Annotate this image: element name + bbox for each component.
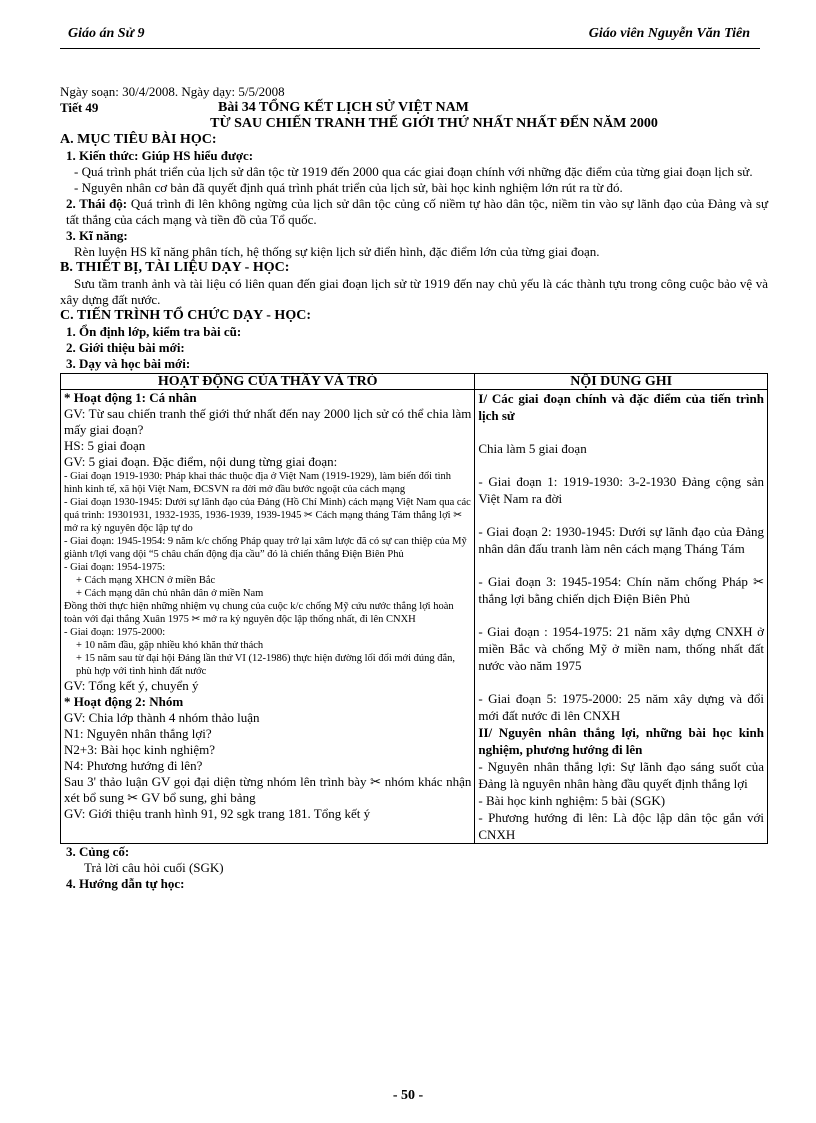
period-5-item-b: + 15 năm sau từ đại hội Đảng lần thứ VI (12-1986) thực hiện đường lối đổi mới đúng đắn, phù hợp với tình hình đất nước — [76, 653, 456, 677]
content-cell — [475, 390, 768, 844]
page-number: - 50 - — [392, 1088, 424, 1103]
content-lessons: - Bài học kinh nghiệm: 5 bài (SGK) — [478, 793, 666, 808]
content-period-4: - Giai đoạn : 1954-1975: 21 năm xây dựng CNXH ở miền Bắc và chống Mỹ ở miền nam, thống nhất đất nước vào năm 1975 — [478, 624, 764, 673]
activity-2-heading: * Hoạt động 2: Nhóm — [64, 694, 184, 709]
attitude-text: Quá trình đi lên không ngừng của lịch sử dân tộc củng cố niềm tự hào dân tộc, niềm tin vào sự lãnh đạo của Đảng và sự tất thắng của cách mạng và tiền đồ của Tổ quốc. — [66, 196, 768, 227]
knowledge-item-2: - Nguyên nhân cơ bản đã quyết định quá trình phát triển của lịch sử, bài học kinh nghiệm lớn rút ra từ đó. — [74, 180, 623, 195]
header-divider — [60, 48, 760, 49]
lesson-subtitle: TỪ SAU CHIẾN TRANH THẾ GIỚI THỨ NHẤT NHẤT ĐẾN NĂM 2000 — [210, 116, 658, 131]
period-4-item-b: + Cách mạng dân chủ nhân dân ở miền Nam — [76, 588, 264, 599]
document-body — [60, 84, 768, 892]
group-2-3-question: N2+3: Bài học kinh nghiệm? — [64, 742, 216, 757]
content-direction: - Phương hướng đi lên: Là độc lập dân tộc gắn với CNXH — [478, 810, 764, 842]
content-cause: - Nguyên nhân thắng lợi: Sự lãnh đạo sáng suốt của Đảng là nguyên nhân hàng đầu quyết định thắng lợi — [478, 759, 764, 791]
header-right: Giáo viên Nguyễn Văn Tiên — [588, 26, 750, 41]
self-study-label: 4. Hướng dẫn tự học: — [66, 876, 185, 891]
discussion-procedure: Sau 3' thảo luận GV gọi đại diện từng nhóm lên trình bày ✂ nhóm khác nhận xét bổ sung ✂ GV bổ sung, ghi bảng — [64, 774, 472, 805]
period-3-detail: - Giai đoạn: 1945-1954: 9 năm k/c chống Pháp quay trở lại xâm lược đã có sự can thiệp của Mỹ giành t/lợi vang dội “5 châu chấn động địa cầu” đó là chiến thắng Điện Biên Phủ — [64, 536, 467, 560]
student-answer-1: HS: 5 giai đoạn — [64, 438, 146, 453]
consolidation-text: Trả lời câu hỏi cuối (SGK) — [84, 860, 224, 875]
group-4-question: N4: Phương hướng đi lên? — [64, 758, 203, 773]
lesson-table — [60, 373, 768, 844]
skills-text: Rèn luyện HS kĩ năng phân tích, hệ thống sự kiện lịch sử điển hình, đặc điểm lớn của từng giai đoạn. — [74, 244, 600, 259]
step-3: 3. Dạy và học bài mới: — [66, 356, 191, 371]
skills-label: 3. Kĩ năng: — [66, 228, 128, 243]
knowledge-item-1: - Quá trình phát triển của lịch sử dân tộc từ 1919 đến 2000 qua các giai đoạn chính với những đặc điểm của từng giai đoạn lịch sử. — [74, 164, 753, 179]
content-heading-2: II/ Nguyên nhân thắng lợi, những bài học kinh nghiệm, phương hướng đi lên — [478, 725, 764, 757]
section-a-heading: A. MỤC TIÊU BÀI HỌC: — [60, 132, 217, 147]
attitude-paragraph — [60, 196, 768, 228]
group-instruction: GV: Chia lớp thành 4 nhóm thảo luận — [64, 710, 260, 725]
content-period-2: - Giai đoạn 2: 1930-1945: Dưới sự lãnh đạo của Đảng nhân dân đấu tranh làm nên cách mạng Tháng Tám — [478, 524, 764, 556]
section-c-heading: C. TIẾN TRÌNH TỔ CHỨC DẠY - HỌC: — [60, 308, 311, 323]
activities-cell — [61, 390, 475, 844]
column-header-activities: HOẠT ĐỘNG CỦA THẦY VÀ TRÒ — [61, 374, 475, 390]
table-header-row — [61, 374, 768, 390]
section-b-text: Sưu tầm tranh ảnh và tài liệu có liên quan đến giai đoạn lịch sử từ 1919 đến nay chủ yếu là các thành tựu trong công cuộc bảo vệ và xây dựng đất nước. — [60, 276, 768, 307]
step-1: 1. Ổn định lớp, kiểm tra bài cũ: — [66, 324, 242, 339]
period-1-detail: - Giai đoạn 1919-1930: Pháp khai thác thuộc địa ở Việt Nam (1919-1929), làm biến đổi tình hình kinh tế, xã hội Việt Nam, ĐCSVN ra đời mở đầu bước ngoặt của cách mạng — [64, 471, 452, 495]
step-2: 2. Giới thiệu bài mới: — [66, 340, 185, 355]
section-b-heading: B. THIẾT BỊ, TÀI LIỆU DẠY - HỌC: — [60, 260, 290, 275]
content-division: Chia làm 5 giai đoạn — [478, 441, 587, 456]
period-4-item-a: + Cách mạng XHCN ở miền Bắc — [76, 575, 216, 586]
lesson-title-row — [60, 100, 768, 116]
lesson-number: Tiết 49 — [60, 100, 99, 115]
knowledge-label: 1. Kiến thức: Giúp HS hiểu được: — [66, 148, 254, 163]
lesson-dates: Ngày soạn: 30/4/2008. Ngày dạy: 5/5/2008 — [60, 84, 285, 99]
consolidation-label: 3. Củng cố: — [66, 844, 130, 859]
column-header-content: NỘI DUNG GHI — [475, 374, 768, 390]
lesson-title: Bài 34 TỔNG KẾT LỊCH SỬ VIỆT NAM — [218, 100, 469, 115]
activity-1-heading: * Hoạt động 1: Cá nhân — [64, 390, 197, 405]
period-4-detail: - Giai đoạn: 1954-1975: — [64, 562, 166, 573]
period-5-detail: - Giai đoạn: 1975-2000: — [64, 627, 166, 638]
period-5-item-a: + 10 năm đầu, gặp nhiều khó khăn thử thách — [76, 640, 264, 651]
content-period-1: - Giai đoạn 1: 1919-1930: 3-2-1930 Đảng cộng sản Việt Nam ra đời — [478, 474, 764, 506]
teacher-question-1: GV: Từ sau chiến tranh thế giới thứ nhất đến nay 2000 lịch sử có thể chia làm mấy giai đoạn? — [64, 406, 472, 437]
teacher-summary-2: GV: Giới thiệu tranh hình 91, 92 sgk trang 181. Tổng kết ý — [64, 806, 371, 821]
period-4-item-c: Đồng thời thực hiện những nhiệm vụ chung của cuộc k/c chống Mỹ cứu nước thắng lợi hoàn toàn với đại thắng Xuân 1975 ✂ mở ra kỷ nguyên độc lập thống nhất, đi lên CNXH — [64, 601, 454, 625]
teacher-statement-2: GV: 5 giai đoạn. Đặc điểm, nội dung từng giai đoạn: — [64, 454, 338, 469]
attitude-label: 2. Thái độ: — [66, 196, 128, 211]
table-body-row — [61, 390, 768, 844]
header-left: Giáo án Sử 9 — [68, 26, 145, 41]
content-heading-1: I/ Các giai đoạn chính và đặc điểm của tiến trình lịch sử — [478, 391, 764, 423]
group-1-question: N1: Nguyên nhân thắng lợi? — [64, 726, 212, 741]
period-2-detail: - Giai đoạn 1930-1945: Dưới sự lãnh đạo của Đảng (Hồ Chí Minh) cách mạng Việt Nam qua các quá trình: 19301931, 1932-1935, 1936-1939, 1939-1945 ✂ Cách mạng tháng Tám thắng lợi ✂ mở ra kỷ nguyên độc lập tự do — [64, 497, 471, 534]
content-period-3: - Giai đoạn 3: 1945-1954: Chín năm chống Pháp ✂ thắng lợi bằng chiến dịch Điện Biên Phủ — [478, 574, 764, 606]
content-period-5: - Giai đoạn 5: 1975-2000: 25 năm xây dựng và đổi mới đất nước đi lên CNXH — [478, 691, 764, 723]
summary-1: GV: Tổng kết ý, chuyển ý — [64, 678, 199, 693]
